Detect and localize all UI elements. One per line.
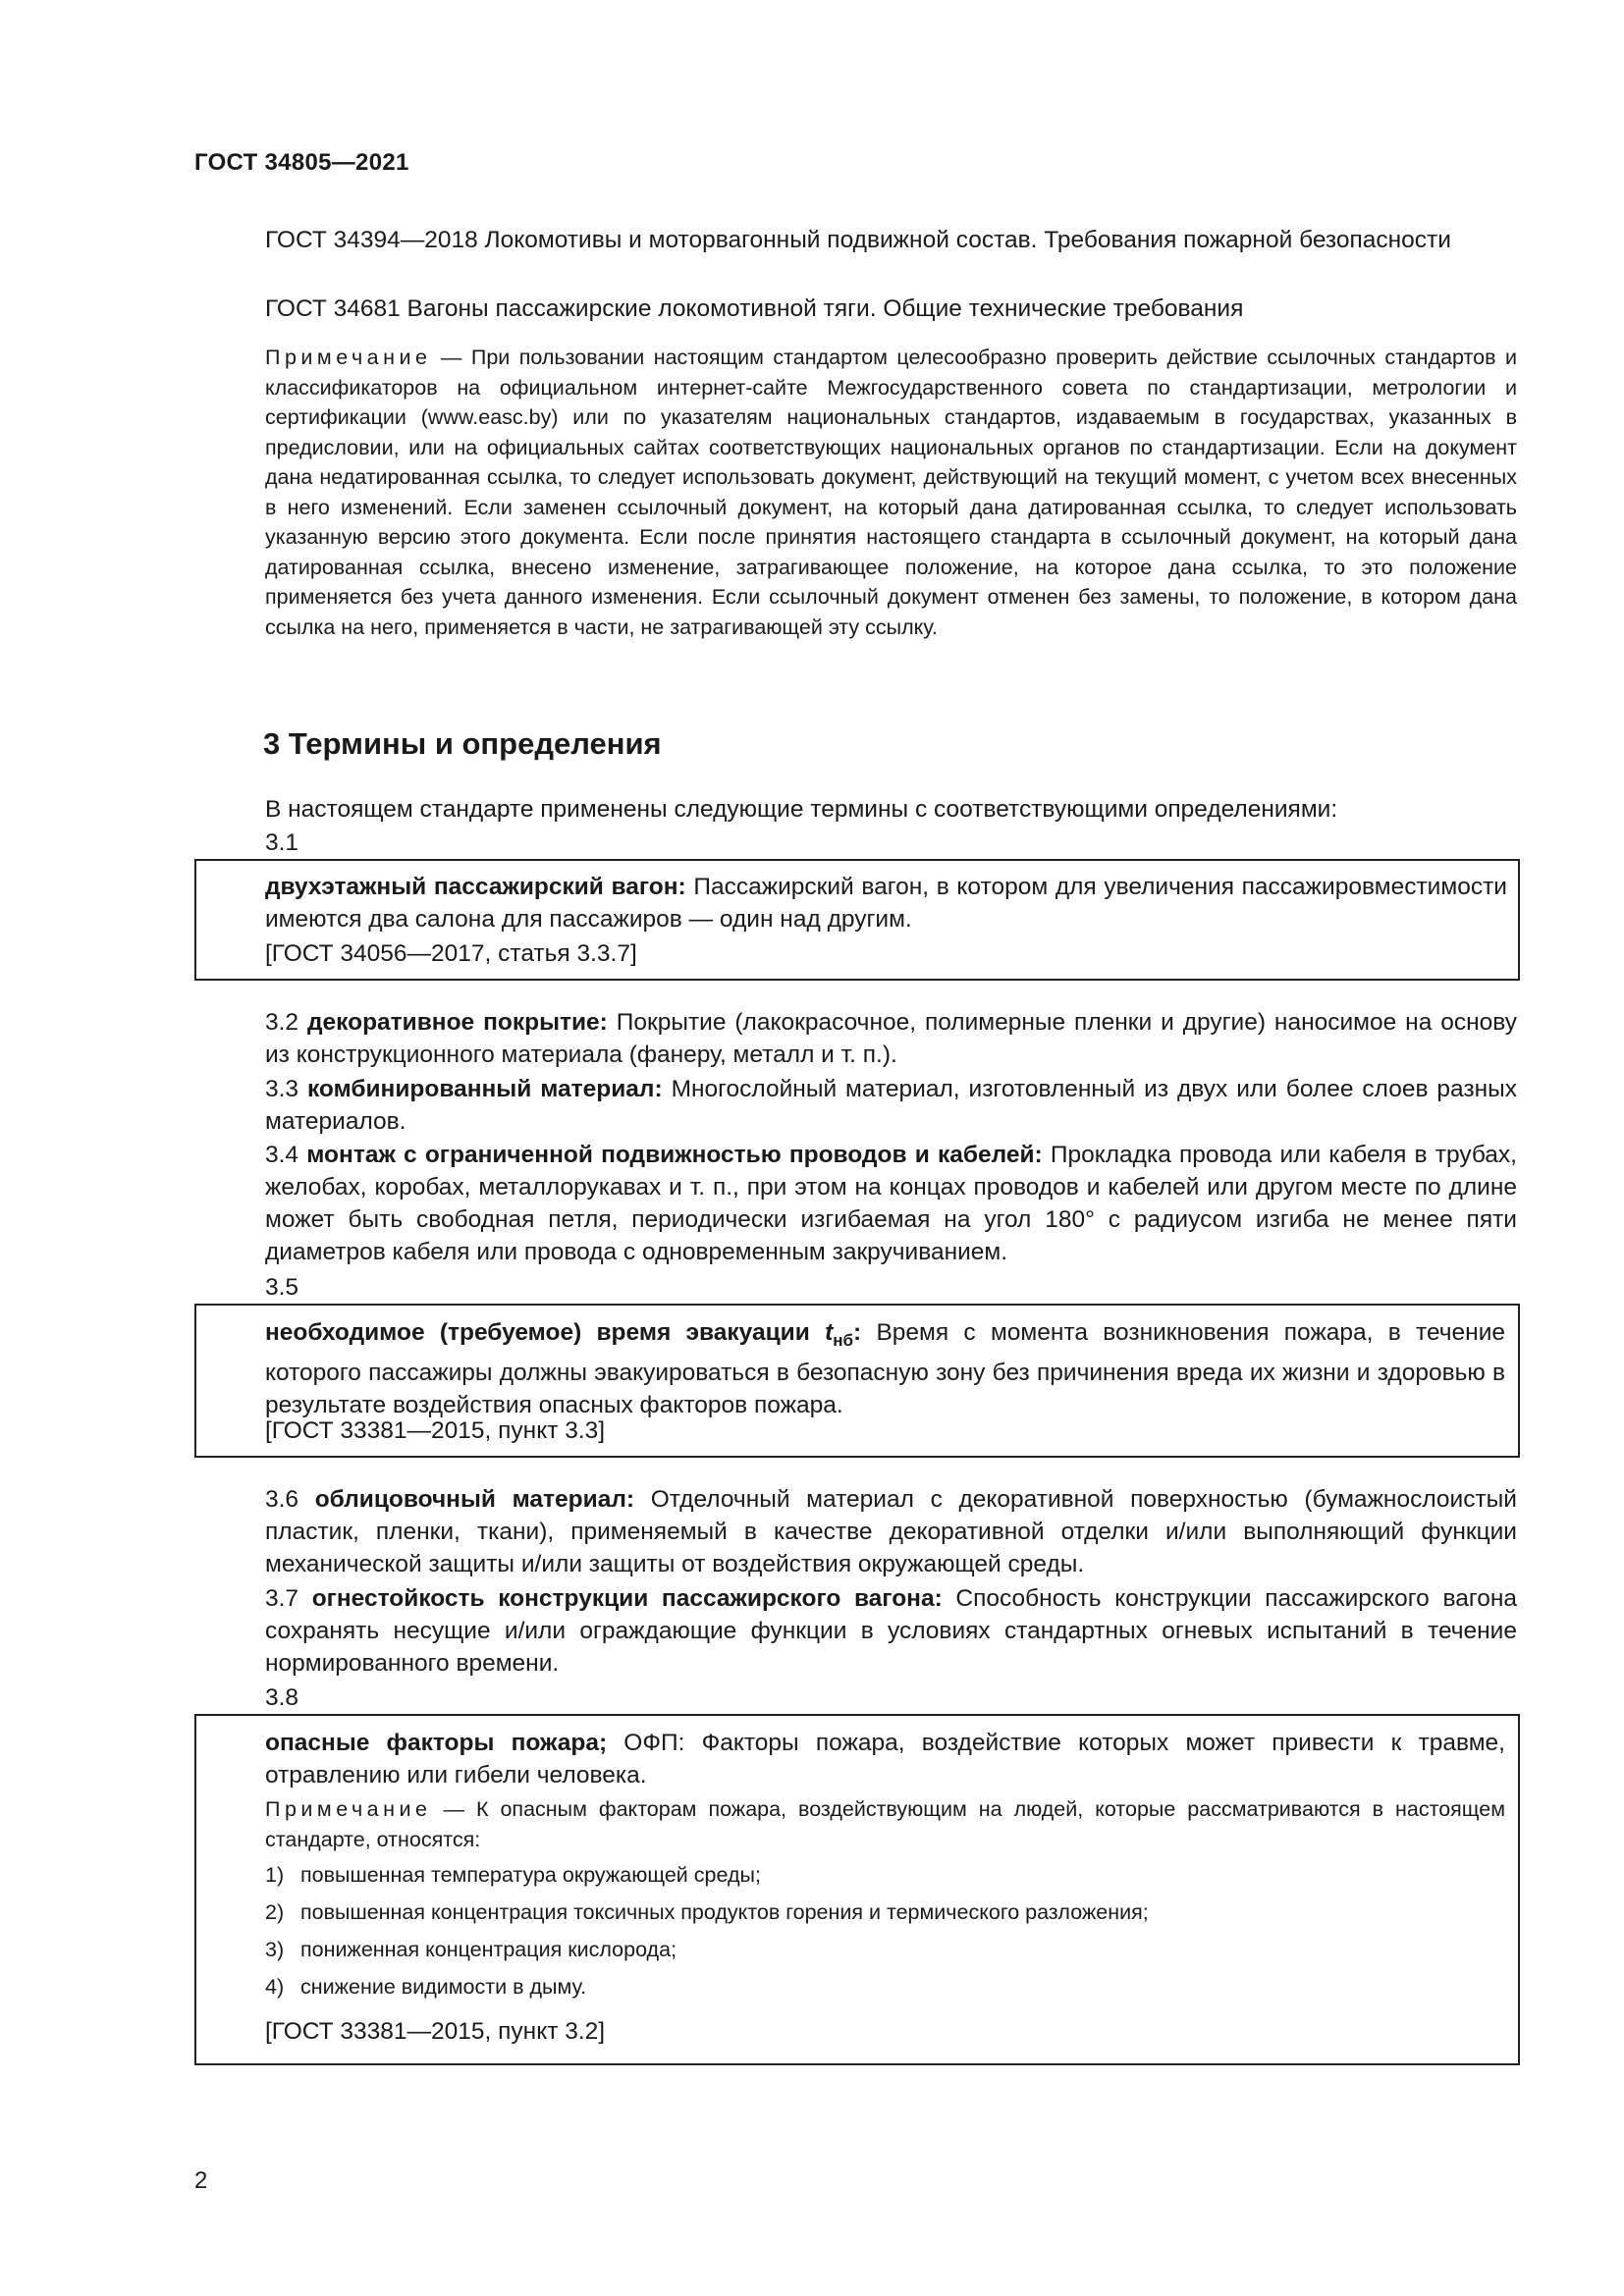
page-number: 2	[194, 2167, 208, 2194]
term-3-5-number: 3.5	[265, 1274, 299, 1301]
document-header: ГОСТ 34805—2021	[194, 149, 409, 176]
term-3-2-term: декоративное покрытие:	[306, 1009, 608, 1036]
term-3-4-definition: Прокладка провода или кабеля в трубах, желобах, коробах, металлорукавах и т. п., при этом на концах проводов и кабелей или другом месте по длине может быть свободная петля, периодически изгибаемая на угол 180° с радиусом изгиба не менее пяти диаметров кабеля или провода с одновременным закручиванием.	[265, 1142, 1517, 1265]
term-3-3	[194, 1073, 1517, 1138]
list-item-text: повышенная концентрация токсичных продуктов горения и термического разложения;	[299, 1900, 1149, 1924]
term-3-8-note-text: — К опасным факторам пожара, воздействующим на людей, которые рассматриваются в настоящем стандарте, относятся:	[265, 1797, 1505, 1851]
term-3-5-subscript: нб	[833, 1330, 854, 1350]
term-3-5-term: необходимое (требуемое) время эвакуации	[265, 1319, 826, 1346]
term-3-7-term: огнестойкость конструкции пассажирского вагона:	[311, 1585, 943, 1612]
term-3-3-term: комбинированный материал:	[306, 1076, 663, 1102]
term-3-7-number: 3.7	[265, 1585, 312, 1612]
term-3-8-definition: ОФП: Факторы пожара, воздействие которых может привести к травме, отравлению или гибели человека.	[265, 1730, 1505, 1789]
list-item-number: 1)	[265, 1863, 285, 1887]
term-3-3-number: 3.3	[265, 1076, 307, 1102]
reference-2-text: ГОСТ 34681 Вагоны пассажирские локомотивной тяги. Общие технические требования	[265, 295, 1244, 322]
term-3-2-definition: Покрытие (лакокрасочное, полимерные пленки и другие) наносимое на основу из конструкционного материала (фанеру, металл и т. п.).	[265, 1009, 1517, 1068]
term-3-1-number: 3.1	[265, 829, 299, 856]
list-item-number: 4)	[265, 1975, 285, 1999]
term-3-5-colon: :	[853, 1319, 862, 1346]
term-3-5	[209, 1316, 1505, 1421]
term-3-2	[194, 1006, 1517, 1071]
note-text: — При пользовании настоящим стандартом целесообразно проверить действие ссылочных стандартов и классификаторов на официальном интернет-сайте Межгосударственного совета по стандартизации, метрологии и сертификации (www.easc.by) или по указателям национальных стандартов, издаваемым в государствах, указанных в предисловии, или на официальных сайтах соответствующих национальных органов по стандартизации. Если на документ дана недатированная ссылка, то следует использовать документ, действующий на текущий момент, с учетом всех внесенных в него изменений. Если заменен ссылочный документ, на который дана датированная ссылка, то следует использовать указанную версию этого документа. Если после принятия настоящего стандарта в ссылочный документ, на который дана датированная ссылка, внесено изменение, затрагивающее положение, на которое дана ссылка, то это положение применяется без учета данного изменения. Если ссылочный документ отменен без замены, то положение, в котором дана ссылка на него, применяется в части, не затрагивающей эту ссылку.	[265, 346, 1517, 639]
list-item-text: повышенная температура окружающей среды;	[299, 1863, 761, 1887]
term-3-1	[265, 871, 1507, 935]
references-note	[194, 343, 1517, 642]
term-3-8-item-3	[265, 1935, 677, 1965]
term-3-8	[209, 1727, 1505, 1791]
term-3-8-source: [ГОСТ 33381—2015, пункт 3.2]	[265, 2018, 606, 2045]
term-3-8-number: 3.8	[265, 1684, 299, 1711]
term-3-6	[194, 1483, 1517, 1580]
term-3-8-note	[209, 1794, 1505, 1854]
term-3-2-number: 3.2	[265, 1009, 307, 1036]
term-3-4-number: 3.4	[265, 1142, 307, 1168]
term-3-6-term: облицовочный материал:	[314, 1486, 635, 1513]
term-3-7-definition: Способность конструкции пассажирского вагона сохранять несущие и/или ограждающие функции в условиях стандартных огневых испытаний в течение нормированного времени.	[265, 1585, 1518, 1677]
term-3-5-symbol: t	[825, 1319, 834, 1346]
term-3-8-item-4	[265, 1972, 586, 2002]
term-3-5-source: [ГОСТ 33381—2015, пункт 3.3]	[265, 1417, 606, 1444]
term-3-6-definition: Отделочный материал с декоративной поверхностью (бумажнослоистый пластик, пленки, ткани), применяемый в качестве декоративной отделки и/или выполняющий функции механической защиты и/или защиты от воздействия окружающей среды.	[265, 1486, 1517, 1577]
term-3-8-item-1	[265, 1860, 761, 1891]
reference-2	[194, 293, 1517, 325]
term-3-3-definition: Многослойный материал, изготовленный из двух или более слоев разных материалов.	[265, 1076, 1517, 1135]
reference-1-text: ГОСТ 34394—2018 Локомотивы и моторвагонный подвижной состав. Требования пожарной безопасности	[265, 227, 1451, 253]
term-3-1-definition: Пассажирский вагон, в котором для увеличения пассажировместимости имеются два салона для пассажиров — один над другим.	[265, 874, 1507, 933]
term-3-8-term: опасные факторы пожара;	[265, 1730, 608, 1756]
section-intro: В настоящем стандарте применены следующие термины с соответствующими определениями:	[265, 796, 1338, 823]
term-3-5-definition: Время с момента возникновения пожара, в течение которого пассажиры должны эвакуироваться в безопасную зону без причинения вреда их жизни и здоровью в результате воздействия опасных факторов пожара.	[265, 1319, 1506, 1418]
term-3-1-source: [ГОСТ 34056—2017, статья 3.3.7]	[265, 940, 637, 967]
reference-1	[194, 224, 1517, 256]
term-3-7	[194, 1582, 1517, 1680]
list-item-number: 3)	[265, 1938, 285, 1961]
term-3-8-note-label: Примечание	[265, 1797, 432, 1821]
term-3-8-item-2	[265, 1897, 1149, 1928]
section-title: 3 Термины и определения	[263, 726, 662, 761]
term-3-1-term: двухэтажный пассажирский вагон:	[265, 874, 686, 900]
list-item-text: снижение видимости в дыму.	[299, 1975, 587, 1999]
list-item-text: пониженная концентрация кислорода;	[299, 1938, 677, 1961]
list-item-number: 2)	[265, 1900, 285, 1924]
term-3-6-number: 3.6	[265, 1486, 315, 1513]
term-3-4	[194, 1139, 1517, 1268]
term-3-4-term: монтаж с ограниченной подвижностью проводов и кабелей:	[306, 1142, 1043, 1168]
note-label: Примечание	[265, 346, 432, 369]
